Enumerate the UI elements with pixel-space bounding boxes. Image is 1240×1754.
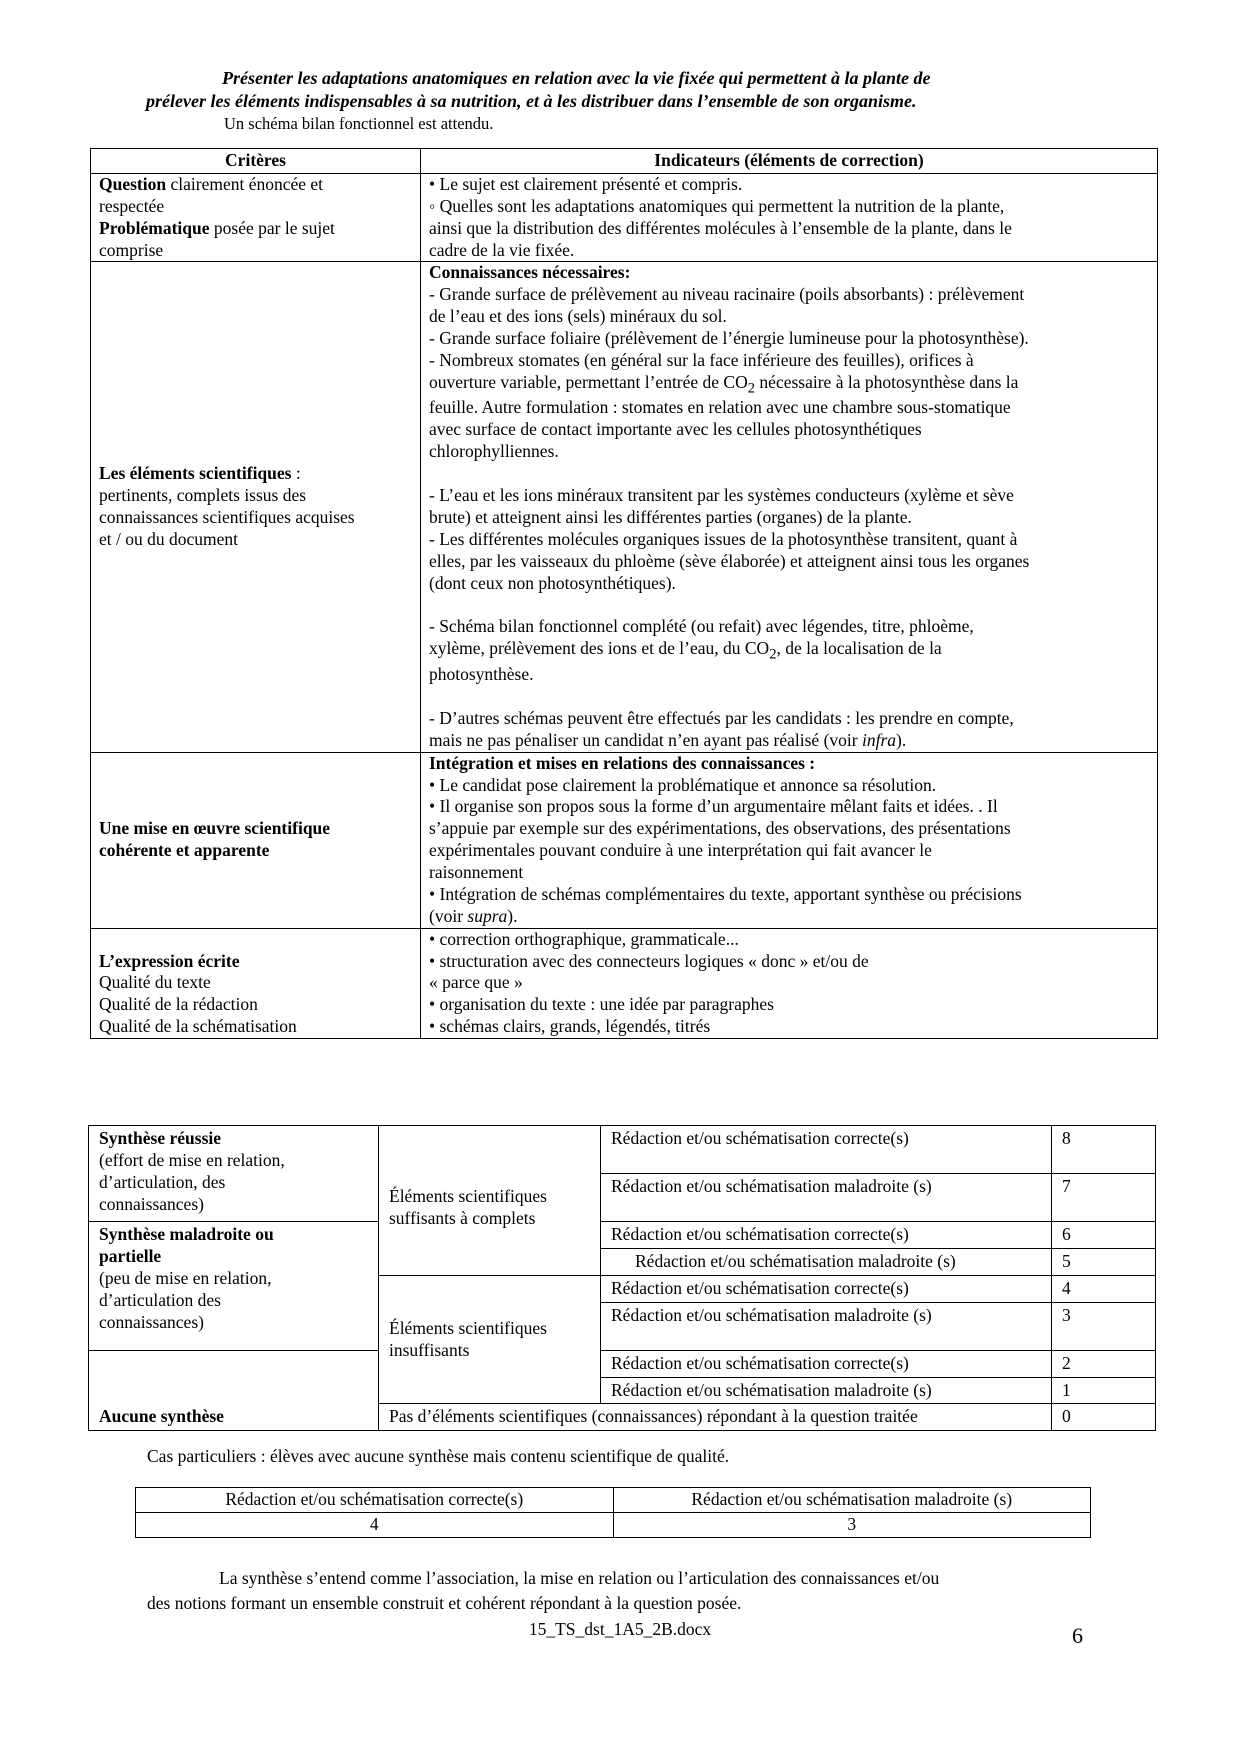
criterion-elements-text: et / ou du document (99, 528, 239, 549)
question-subtitle: Un schéma bilan fonctionnel est attendu. (224, 113, 494, 133)
score-cell: 5 (1052, 1248, 1156, 1275)
indicator-line: elles, par les vaisseaux du phloème (sève élaborée) et atteignent ainsi tous les organes (429, 550, 1030, 571)
indicator-line: chlorophylliennes. (429, 441, 559, 462)
criterion-problematique-text-2: comprise (99, 239, 164, 260)
indicator-line: - L’eau et les ions minéraux transitent par les systèmes conducteurs (xylème et sève (429, 485, 1014, 506)
indicator-line: ◦ Quelles sont les adaptations anatomiques qui permettent la nutrition de la plante, (429, 195, 1005, 216)
indicator-line (429, 372, 1149, 398)
score-cell: 8 (1052, 1126, 1156, 1174)
score-cell: 2 (1052, 1350, 1156, 1377)
grid-row (89, 1350, 1156, 1377)
indicator-heading: Connaissances nécessaires: (429, 262, 631, 283)
synthesis-definition (147, 1566, 1097, 1617)
aucune-synthese (89, 1350, 379, 1431)
indicator-fragment: , de la localisation de la (776, 638, 942, 659)
elements-text: suffisants à complets (389, 1207, 536, 1228)
criterion-question (91, 173, 421, 262)
indicator-line: • organisation du texte : une idée par paragraphes (429, 994, 774, 1015)
indicator-line: - Les différentes molécules organiques issues de la photosynthèse transitent, quant à (429, 528, 1018, 549)
indicator-expression (421, 928, 1158, 1038)
indicator-line: ainsi que la distribution des différentes molécules à l’ensemble de la plante, dans le (429, 217, 1012, 238)
redaction-correcte: Rédaction et/ou schématisation correcte(s) (601, 1126, 1052, 1174)
indicator-integration (421, 752, 1158, 928)
criterion-question-bold: Question (99, 173, 167, 194)
indicator-italic: supra (467, 905, 508, 926)
criterion-mise-en-oeuvre (91, 752, 421, 928)
indicator-line: • schémas clairs, grands, légendés, titrés (429, 1016, 711, 1037)
special-cases-intro: Cas particuliers : élèves avec aucune synthèse mais contenu scientifique de qualité. (147, 1446, 730, 1466)
criteria-row-elements (91, 262, 1158, 752)
score-cell: 1 (1052, 1377, 1156, 1404)
criterion-problematique-text: posée par le sujet (209, 217, 335, 238)
synthese-text: connaissances) (99, 1311, 204, 1332)
indicator-line: expérimentales pouvant conduire à une interprétation qui fait avancer le (429, 840, 932, 861)
indicator-fragment: ). (896, 729, 907, 750)
footer-filename: 15_TS_dst_1A5_2B.docx (528, 1619, 712, 1639)
elements-text: Éléments scientifiques (389, 1186, 547, 1206)
indicator-line: de l’eau et des ions (sels) minéraux du sol. (429, 306, 727, 327)
indicator-line: • Intégration de schémas complémentaires du texte, apportant synthèse ou précisions (429, 883, 1022, 904)
indicator-fragment: mais ne pas pénaliser un candidat n’en ayant pas réalisé (voir (429, 729, 862, 750)
indicator-line: « parce que » (429, 972, 523, 993)
indicator-heading: Intégration et mises en relations des connaissances : (429, 752, 816, 773)
criteria-row-question (91, 173, 1158, 262)
indicator-line: • structuration avec des connecteurs logiques « donc » et/ou de (429, 950, 869, 971)
indicator-line: raisonnement (429, 862, 524, 883)
indicator-line: • Le sujet est clairement présenté et compris. (429, 173, 743, 194)
criterion-expression-text: Qualité de la schématisation (99, 1016, 297, 1037)
criterion-expression (91, 928, 421, 1038)
indicator-line: - Nombreux stomates (en général sur la face inférieure des feuilles), orifices à (429, 349, 974, 370)
criterion-question-text-2: respectée (99, 195, 165, 216)
synthese-label: Synthèse maladroite ou (99, 1224, 274, 1244)
indicator-line: photosynthèse. (429, 664, 534, 685)
criterion-mise-text: cohérente et apparente (99, 840, 270, 861)
indicator-connaissances (421, 262, 1158, 752)
redaction-maladroite: Rédaction et/ou schématisation maladroite (s) (601, 1248, 1052, 1275)
score-cell: 7 (1052, 1174, 1156, 1222)
indicator-line: (dont ceux non photosynthétiques). (429, 572, 676, 593)
redaction-maladroite: Rédaction et/ou schématisation maladroite (s) (601, 1377, 1052, 1404)
intro-block (0, 67, 1240, 151)
indicator-fragment: (voir (429, 905, 468, 926)
synthese-maladroite (89, 1222, 379, 1351)
spacer (429, 463, 1149, 485)
criteria-header-row (91, 149, 1158, 174)
special-cases-table (135, 1487, 1091, 1538)
criterion-mise-text: Une mise en œuvre scientifique (99, 818, 331, 839)
indicator-line: - Grande surface foliaire (prélèvement de l’énergie lumineuse pour la photosynthèse). (429, 328, 1029, 348)
spacer (429, 594, 1149, 616)
criteria-table (90, 148, 1158, 1039)
elements-suffisants (379, 1126, 601, 1276)
synthese-text: (peu de mise en relation, (99, 1267, 272, 1288)
special-value-row (136, 1512, 1091, 1537)
special-value-correcte: 4 (136, 1512, 614, 1537)
synthese-text: d’articulation, des (99, 1171, 226, 1192)
elements-text: Éléments scientifiques (389, 1317, 547, 1338)
indicator-line: - Grande surface de prélèvement au niveau racinaire (poils absorbants) : prélèvement (429, 284, 1025, 305)
synthese-label: partielle (99, 1245, 162, 1266)
indicator-fragment: nécessaire à la photosynthèse dans la (755, 371, 1019, 392)
indicator-fragment: ). (507, 905, 518, 926)
score-cell: 0 (1052, 1404, 1156, 1431)
indicator-line (429, 730, 1149, 752)
grading-grid (88, 1125, 1156, 1431)
pas-elements: Pas d’éléments scientifiques (connaissances) répondant à la question traitée (379, 1404, 1052, 1431)
page-number: 6 (1072, 1623, 1083, 1648)
redaction-maladroite: Rédaction et/ou schématisation maladroite (s) (601, 1302, 1052, 1350)
synthese-label: Synthèse réussie (99, 1128, 222, 1148)
indicator-line: s’appuie par exemple sur des expérimentations, des observations, des présentations (429, 818, 1011, 839)
criterion-expression-text: Qualité de la rédaction (99, 994, 258, 1015)
indicator-line: brute) et atteignent ainsi les différentes parties (organes) de la plante. (429, 506, 912, 527)
indicator-line: • Le candidat pose clairement la problématique et annonce sa résolution. (429, 774, 937, 795)
indicator-line (429, 638, 1149, 664)
criterion-expression-text: Qualité du texte (99, 972, 211, 993)
indicator-fragment: xylème, prélèvement des ions et de l’eau, du CO (429, 638, 770, 659)
spacer (429, 686, 1149, 708)
redaction-correcte: Rédaction et/ou schématisation correcte(s) (601, 1350, 1052, 1377)
indicator-line: • correction orthographique, grammaticale... (429, 928, 739, 949)
definition-line-2: des notions formant un ensemble construit et cohérent répondant à la question posée. (147, 1593, 742, 1614)
question-line-2: prélever les éléments indispensables à sa nutrition, et à les distribuer dans l’ensemble de son organisme. (146, 91, 917, 112)
indicator-question (421, 173, 1158, 262)
grid-row (89, 1222, 1156, 1249)
indicator-line: avec surface de contact importante avec les cellules photosynthétiques (429, 419, 922, 440)
criterion-elements-scientifiques (91, 262, 421, 752)
criteria-row-mise-en-oeuvre (91, 752, 1158, 928)
criterion-problematique-bold: Problématique (99, 217, 210, 238)
redaction-correcte: Rédaction et/ou schématisation correcte(s) (601, 1275, 1052, 1302)
indicator-line: - Schéma bilan fonctionnel complété (ou refait) avec légendes, titre, phloème, (429, 616, 974, 637)
criterion-elements-bold: Les éléments scientifiques (99, 463, 292, 484)
indicator-italic: infra (861, 729, 897, 750)
definition-line-1: La synthèse s’entend comme l’association, la mise en relation ou l’articulation des connaissances et/ou (219, 1568, 940, 1588)
criterion-expression-bold: L’expression écrite (99, 950, 240, 971)
indicator-line: • Il organise son propos sous la forme d’un argumentaire mêlant faits et idées. . Il (429, 796, 998, 817)
special-header-maladroite: Rédaction et/ou schématisation maladroite (s) (613, 1488, 1091, 1513)
synthese-text: d’articulation des (99, 1289, 221, 1310)
score-cell: 4 (1052, 1275, 1156, 1302)
special-header-row (136, 1488, 1091, 1513)
synthese-label: Aucune synthèse (99, 1406, 224, 1427)
header-criteres: Critères (91, 149, 421, 174)
synthese-text: (effort de mise en relation, (99, 1149, 285, 1170)
score-cell: 3 (1052, 1302, 1156, 1350)
criteria-row-expression (91, 928, 1158, 1038)
co2-subscript: 2 (747, 380, 756, 397)
score-cell: 6 (1052, 1222, 1156, 1249)
indicator-line: feuille. Autre formulation : stomates en relation avec une chambre sous-stomatique (429, 397, 1011, 418)
synthese-text: connaissances) (99, 1193, 204, 1214)
elements-text: insuffisants (389, 1339, 470, 1360)
elements-insuffisants (379, 1275, 601, 1404)
synthese-reussie (89, 1126, 379, 1222)
indicator-line (429, 906, 1149, 928)
header-indicateurs: Indicateurs (éléments de correction) (421, 149, 1158, 174)
criterion-elements-text: pertinents, complets issus des (99, 485, 307, 506)
criterion-elements-colon: : (291, 463, 301, 484)
criterion-question-text: clairement énoncée et (166, 173, 324, 194)
question-line-1: Présenter les adaptations anatomiques en relation avec la vie fixée qui permettent à la plante de (222, 68, 931, 88)
redaction-correcte: Rédaction et/ou schématisation correcte(s) (601, 1222, 1052, 1249)
indicator-fragment: ouverture variable, permettant l’entrée de CO (429, 371, 748, 392)
grid-row (89, 1126, 1156, 1174)
criterion-elements-text: connaissances scientifiques acquises (99, 507, 355, 528)
indicator-line: cadre de la vie fixée. (429, 239, 575, 260)
indicator-line: - D’autres schémas peuvent être effectués par les candidats : les prendre en compte, (429, 707, 1014, 728)
co2-subscript: 2 (769, 646, 777, 663)
special-value-maladroite: 3 (613, 1512, 1091, 1537)
special-header-correcte: Rédaction et/ou schématisation correcte(s) (136, 1488, 614, 1513)
redaction-maladroite: Rédaction et/ou schématisation maladroite (s) (601, 1174, 1052, 1222)
